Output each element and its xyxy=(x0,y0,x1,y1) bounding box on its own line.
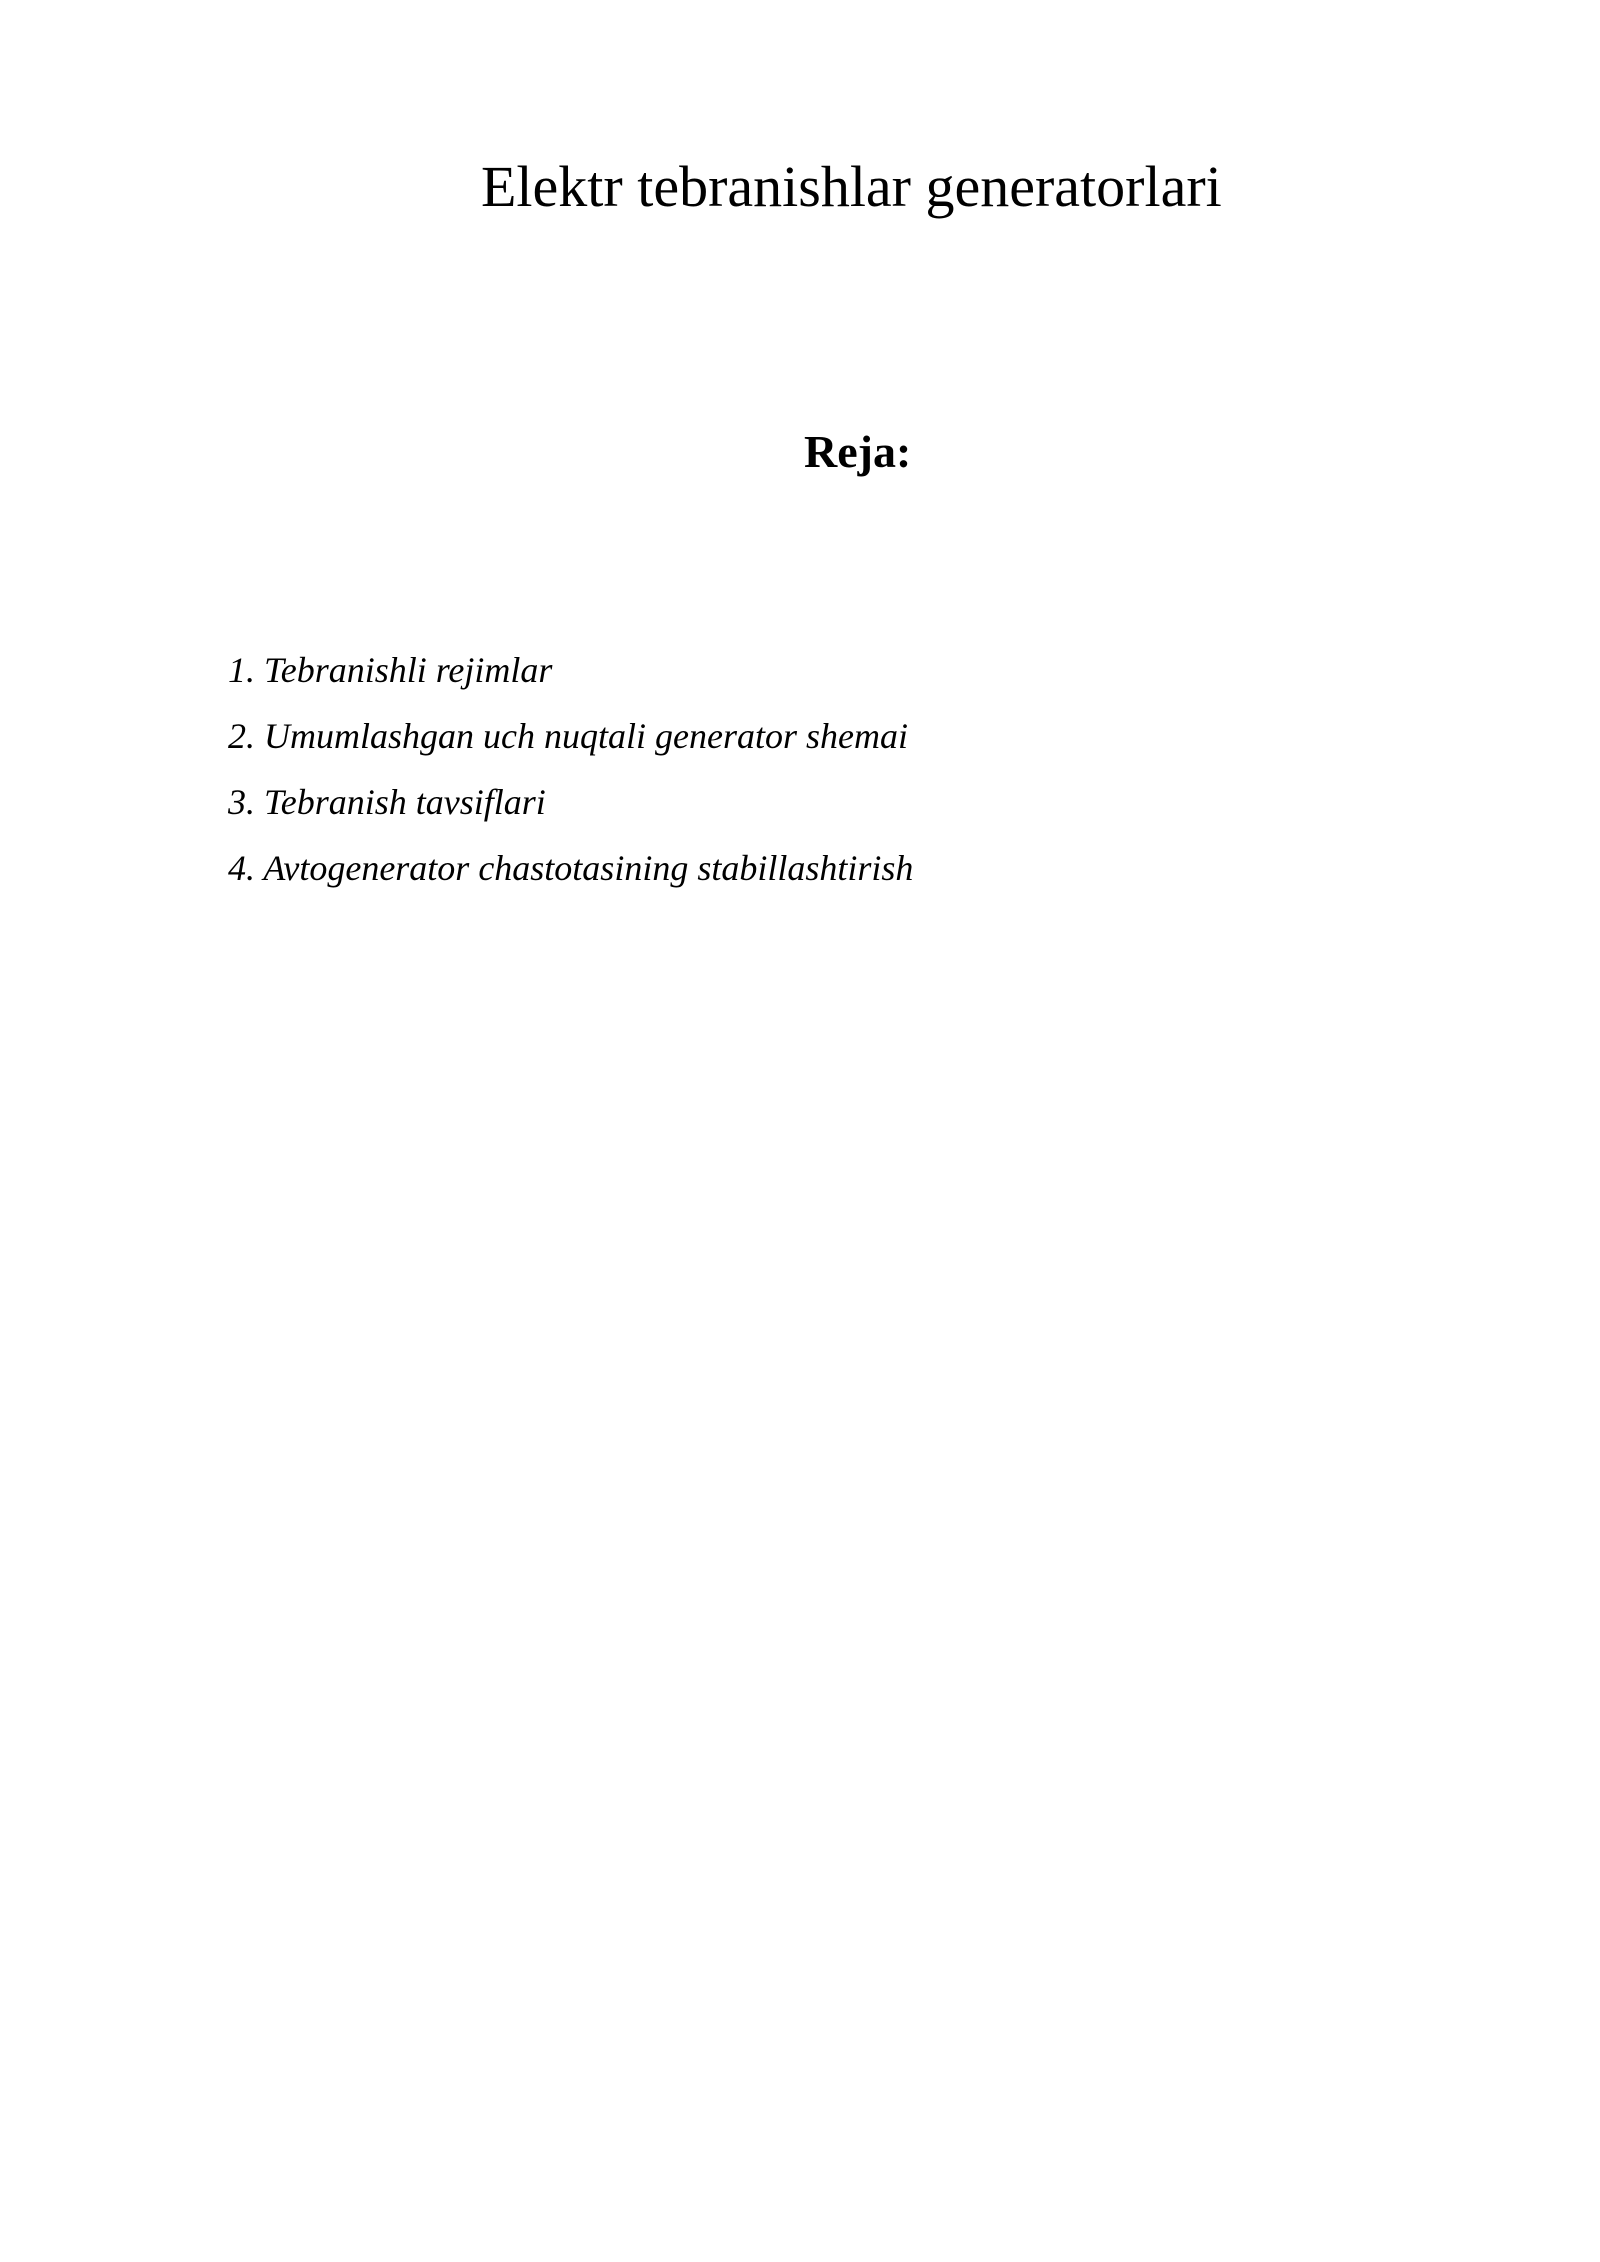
plan-list xyxy=(228,648,913,912)
plan-item-1: 1. Tebranishli rejimlar xyxy=(228,650,553,690)
plan-item-2: 2. Umumlashgan uch nuqtali generator shemai xyxy=(228,716,908,756)
plan-heading: Reja: xyxy=(804,426,912,477)
document-title: Elektr tebranishlar generatorlari xyxy=(481,154,1222,219)
plan-item-4: 4. Avtogenerator chastotasining stabillashtirish xyxy=(228,848,914,888)
plan-item-3: 3. Tebranish tavsiflari xyxy=(228,782,546,822)
